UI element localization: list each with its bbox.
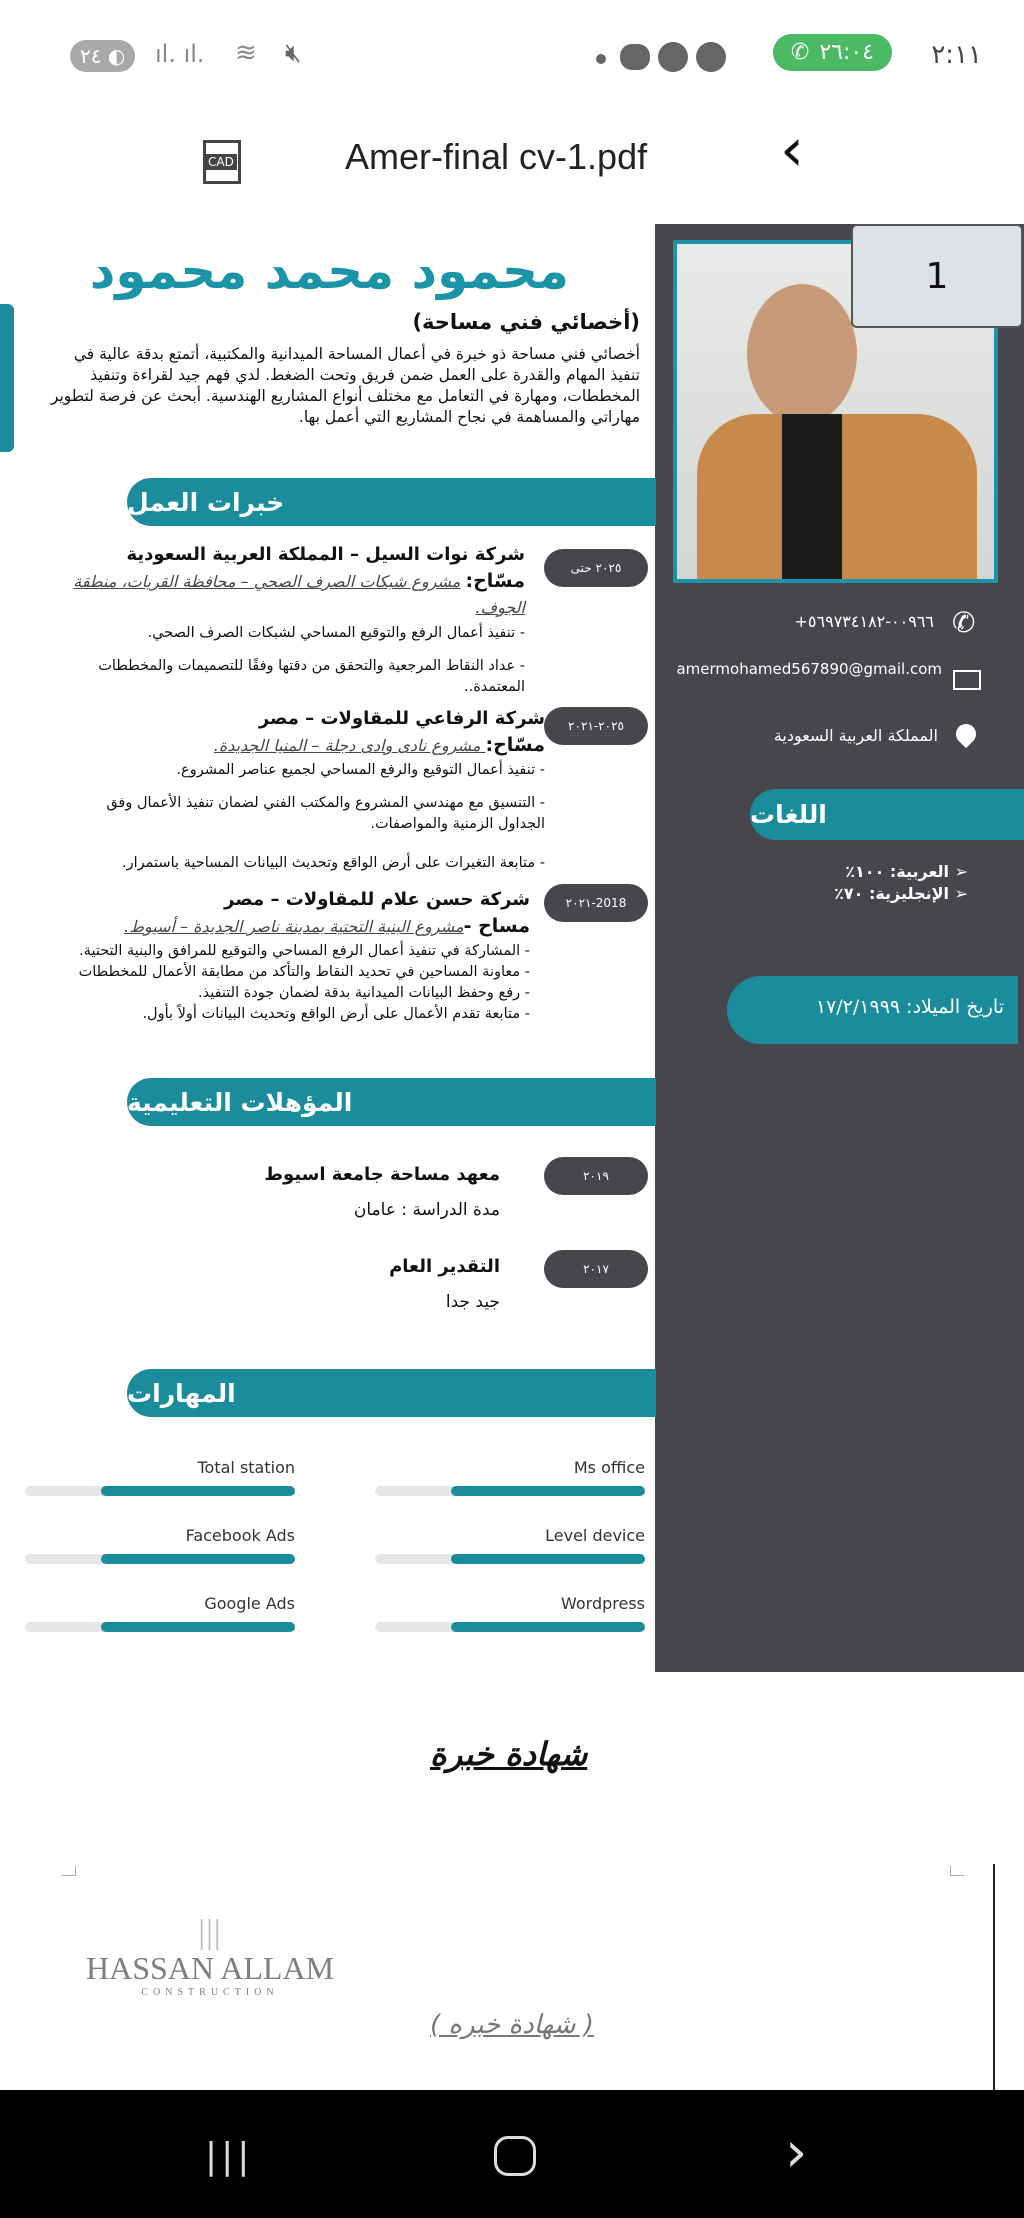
page-corner-mark <box>950 1866 964 1876</box>
page-edge-line <box>993 1864 995 2094</box>
project-name: مشروع شبكات الصرف الصحي – محافظة القريات، منطقة الجوف. <box>73 572 525 617</box>
date-pill: ٢٠٢١-2018 <box>544 884 648 922</box>
cad-convert-icon[interactable]: CAD <box>185 128 245 188</box>
skill-bar <box>375 1486 645 1496</box>
date-pill: ٢٠٢٥-٢٠٢١ <box>544 707 648 745</box>
dot-icon <box>596 54 606 64</box>
experience-item: شركة حسن علام للمقاولات – مصر مساح -مشروع البنية التحتية بمدينة ناصر الجديدة – أسيوط. - المشاركة في تنفيذ أعمال الرفع المساحي والتوقيع للمرافق والبنية التحتية. - معاونة المساحين في تحديد النقاط والتأكد من مطابقة الأعمال للمخططات - رفع وحفظ البيانات الميدانية بدقة لضمان جودة التنفيذ. - متابعة تقدم الأعمال على أرض الواقع وتحديث البيانات أولاً بأول. <box>40 887 530 1025</box>
date-pill: ٢٠١٩ <box>544 1157 648 1195</box>
skill-bar <box>25 1486 295 1496</box>
accent-bar <box>0 304 14 452</box>
skill-bar <box>375 1554 645 1564</box>
battery-indicator: ٢٤ ◐ <box>70 40 135 72</box>
mute-icon: 🔇︎ <box>285 38 302 68</box>
contact-phone: +٠٠٩٦٦-٥٦٩٧٣٤١٨٢ <box>794 612 934 631</box>
company-name: شركة الرفاعي للمقاولات – مصر <box>258 708 545 729</box>
experience-item: شركة نوات السيل – المملكة العربية السعودية مسّاح: مشروع شبكات الصرف الصحي – محافظة القريات، منطقة الجوف. - تنفيذ أعمال الرفع والتوقيع المساحي لشبكات الصرف الصحي. - عداد النقاط المرجعية والتحقق من دقتها وفقًا للتصميمات والمخططات المعتمدة.. <box>55 542 525 698</box>
skill-bar <box>375 1622 645 1632</box>
education-item: التقدير العام جيد جدا <box>389 1256 500 1313</box>
cloud-icon <box>620 44 650 70</box>
section-education: المؤهلات التعليمية <box>127 1078 656 1126</box>
back-button[interactable]: ‹ <box>780 115 804 185</box>
birthdate: تاريخ الميلاد: ١٧/٢/١٩٩٩ <box>727 976 1018 1044</box>
skill-bar-fill <box>451 1554 645 1564</box>
skill-bar-fill <box>101 1554 295 1564</box>
company-name: شركة نوات السيل – المملكة العربية السعودية <box>126 544 525 565</box>
document-title: Amer-final cv-1.pdf <box>345 136 648 177</box>
ongoing-call-chip[interactable] <box>773 34 892 71</box>
home-button[interactable] <box>494 2136 536 2176</box>
language-item: ➢ الإنجليزية: ٧٠٪ <box>834 884 968 903</box>
cv-subtitle: (أخصائي فني مساحة) <box>412 310 640 334</box>
skill-bar-fill <box>101 1486 295 1496</box>
page2-title: شهادة خبرة <box>430 1735 588 1773</box>
back-nav-button[interactable]: › <box>785 2120 808 2185</box>
date-pill: ٢٠٢٥ حتى <box>544 549 648 587</box>
skill-bar-fill <box>451 1622 645 1632</box>
status-bar <box>0 30 1024 90</box>
email-icon <box>953 670 981 690</box>
app-header <box>0 110 1024 210</box>
phone-icon: ✆ <box>790 40 810 65</box>
education-item: معهد مساحة جامعة اسيوط مدة الدراسة : عامان <box>264 1164 500 1221</box>
skill-label: Wordpress <box>560 1594 645 1613</box>
wifi-icon: ≋ <box>235 38 257 68</box>
skill-label: Total station <box>197 1458 295 1477</box>
signal-icon: ıl. ıl. <box>155 40 205 68</box>
hassan-allam-logo: ||| HASSAN ALLAM CONSTRUCTION <box>85 1914 335 1998</box>
section-languages: اللغات <box>750 789 1024 840</box>
experience-item: شركة الرفاعي للمقاولات – مصر مسّاح: مشروع نادى وادى دجلة – المنيا الجديدة. - تنفيذ أعمال التوقيع والرفع المساحي لجميع عناصر المشروع. - التنسيق مع مهندسي المشروع والمكتب الفني لضمان تنفيذ الأعمال وفق الجداول الزمنية والمواصفات. - متابعة التغيرات على أرض الواقع وتحديث البيانات المساحية باستمرار. <box>55 706 545 874</box>
cv-page <box>0 224 1024 1672</box>
status-time: ٢:١١ <box>931 40 982 70</box>
project-name: مشروع نادى وادى دجلة – المنيا الجديدة. <box>213 736 486 756</box>
call-timer: ٢٦:٠٤ <box>819 40 874 65</box>
page-number-badge: 1 <box>851 224 1023 328</box>
certificate-title: ( شهادة خبره ) <box>430 2010 594 2040</box>
skill-bar-fill <box>451 1486 645 1496</box>
language-item: ➢ العربية: ١٠٠٪ <box>845 862 968 881</box>
messenger-icon <box>696 42 726 72</box>
skill-label: Facebook Ads <box>185 1526 295 1545</box>
page-corner-mark <box>62 1866 76 1876</box>
chat-icon <box>658 42 688 72</box>
navigation-bar <box>0 2090 1024 2218</box>
cv-summary: أخصائي فني مساحة ذو خبرة في أعمال المساحة الميدانية والمكتبية، أتمتع بدقة عالية في تنفيذ المهام والقدرة على العمل ضمن فريق وتحت الضغط. لدي فهم جيد لقراءة وتنفيذ المخططات، ومهارة في التعامل مع مختلف أنواع المشاريع الهندسية. أبحث عن فرصة لتطوير مهاراتي والمساهمة في نجاح المشاريع التي أعمل بها. <box>50 345 640 426</box>
contact-email: amermohamed567890@gmail.com <box>676 660 942 678</box>
contact-location: المملكة العربية السعودية <box>773 726 938 745</box>
project-name: مشروع البنية التحتية بمدينة ناصر الجديدة – أسيوط. <box>124 917 464 937</box>
date-pill: ٢٠١٧ <box>544 1250 648 1288</box>
recent-apps-button[interactable]: ||| <box>205 2136 254 2177</box>
cv-name: محمود محمد محمود <box>89 242 569 300</box>
skill-bar-fill <box>101 1622 295 1632</box>
skill-bar <box>25 1554 295 1564</box>
skill-label: Ms office <box>573 1458 645 1477</box>
section-skills: المهارات <box>127 1369 656 1417</box>
phone-icon: ✆ <box>952 606 976 639</box>
skill-label: Level device <box>545 1526 645 1545</box>
skill-bar <box>25 1622 295 1632</box>
skill-label: Google Ads <box>204 1594 295 1613</box>
company-name: شركة حسن علام للمقاولات – مصر <box>224 889 530 910</box>
section-experience: خبرات العمل <box>127 478 656 526</box>
